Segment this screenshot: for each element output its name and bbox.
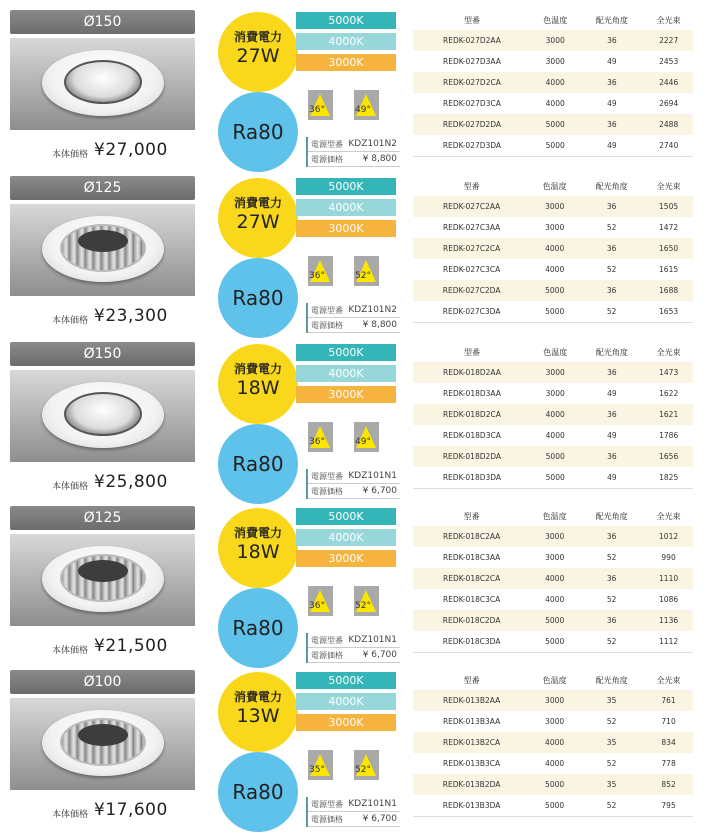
spec-header-cell: 型番 — [413, 10, 531, 30]
spec-cell: REDK-027D3AA — [413, 51, 531, 72]
color-temp-bar: 5000K — [296, 178, 396, 195]
color-temp-bar: 4000K — [296, 529, 396, 546]
ra-badge: Ra80 — [218, 588, 298, 668]
spec-cell: 52 — [579, 589, 644, 610]
table-row — [413, 301, 693, 323]
beam-angle-icon — [308, 256, 333, 286]
color-temp-bar: 3000K — [296, 54, 396, 71]
spec-cell: 1136 — [644, 610, 693, 631]
spec-cell: 1615 — [644, 259, 693, 280]
spec-cell: 49 — [580, 93, 645, 114]
beam-angle-value: 36° — [309, 601, 325, 611]
spec-cell: 3000 — [530, 196, 579, 217]
power-label: 消費電力 — [233, 690, 282, 704]
ra-badge: Ra80 — [218, 92, 298, 172]
beam-angle-icon — [354, 422, 379, 452]
power-value: 13W — [236, 705, 280, 727]
spec-cell: REDK-018C2DA — [413, 610, 530, 631]
color-temp-bar: 5000K — [296, 508, 396, 525]
table-row — [413, 795, 693, 817]
beam-angle-icon — [308, 422, 333, 452]
spec-cell: 778 — [644, 753, 693, 774]
diameter-label: Ø125 — [10, 176, 195, 200]
spec-cell: REDK-027D3DA — [413, 135, 531, 157]
spec-cell: 4000 — [531, 404, 580, 425]
power-label: 消費電力 — [233, 30, 282, 44]
spec-cell: 3000 — [530, 217, 579, 238]
spec-cell: 4000 — [530, 568, 579, 589]
spec-cell: REDK-018D3AA — [413, 383, 531, 404]
spec-cell: 36 — [580, 72, 645, 93]
power-label: 消費電力 — [233, 526, 282, 540]
table-row — [413, 690, 693, 711]
spec-cell: 52 — [579, 259, 644, 280]
beam-angle-icon — [308, 90, 333, 120]
body-price-label: 本体価格 — [52, 646, 89, 656]
spec-cell: 3000 — [531, 362, 580, 383]
power-value: 18W — [236, 377, 280, 399]
spec-cell: 1110 — [644, 568, 693, 589]
spec-cell: 52 — [579, 217, 644, 238]
body-price-label: 本体価格 — [52, 316, 89, 326]
spec-cell: 1688 — [644, 280, 693, 301]
downlight-photo — [10, 698, 195, 790]
ra-badge: Ra80 — [218, 752, 298, 832]
color-temp-bar: 3000K — [296, 550, 396, 567]
spec-cell: 2446 — [644, 72, 693, 93]
spec-cell: 5000 — [531, 446, 580, 467]
beam-angle-icon — [354, 256, 379, 286]
spec-cell: 52 — [579, 753, 644, 774]
spec-cell: 3000 — [530, 711, 579, 732]
spec-cell: 35 — [579, 732, 644, 753]
spec-cell: 1505 — [644, 196, 693, 217]
table-row — [413, 732, 693, 753]
spec-cell: 35 — [579, 690, 644, 711]
psu-model-label: 電源型番 — [311, 635, 343, 645]
spec-cell: 5000 — [530, 280, 579, 301]
psu-price-label: 電源価格 — [311, 486, 343, 496]
psu-model: KDZ101N2 — [348, 305, 397, 315]
product-row — [0, 506, 720, 670]
spec-cell: 2740 — [644, 135, 693, 157]
spec-cell: 49 — [580, 467, 645, 489]
power-value: 27W — [236, 45, 280, 67]
table-row — [413, 631, 693, 653]
ra-badge: Ra80 — [218, 424, 298, 504]
beam-angle-icon — [354, 90, 379, 120]
spec-cell: 36 — [580, 404, 645, 425]
reflector-cone — [60, 718, 146, 766]
spec-header-cell: 全光束 — [644, 342, 693, 362]
table-row — [413, 610, 693, 631]
table-row — [413, 72, 693, 93]
beam-angle-icon — [354, 750, 379, 780]
spec-table — [413, 670, 693, 817]
spec-cell: REDK-018D2AA — [413, 362, 531, 383]
spec-cell: 1472 — [644, 217, 693, 238]
spec-cell: 834 — [644, 732, 693, 753]
table-row — [413, 425, 693, 446]
psu-model: KDZ101N1 — [348, 471, 397, 481]
spec-cell: 3000 — [530, 547, 579, 568]
power-badge — [218, 508, 298, 588]
spec-cell: REDK-018D2DA — [413, 446, 531, 467]
color-temp-bar: 5000K — [296, 672, 396, 689]
spec-table — [413, 176, 693, 323]
color-temp-bar: 4000K — [296, 199, 396, 216]
reflector-cone — [60, 554, 146, 602]
body-price: ¥25,800 — [94, 472, 168, 492]
spec-header-cell: 配光角度 — [580, 10, 645, 30]
spec-cell: REDK-018D2CA — [413, 404, 531, 425]
spec-cell: 990 — [644, 547, 693, 568]
spec-cell: REDK-013B2DA — [413, 774, 530, 795]
spec-cell: REDK-027C2CA — [413, 238, 530, 259]
beam-angle-value: 35° — [309, 765, 325, 775]
beam-angle-value: 49° — [355, 437, 371, 447]
table-row — [413, 753, 693, 774]
table-row — [413, 568, 693, 589]
spec-cell: 4000 — [530, 732, 579, 753]
power-value: 27W — [236, 211, 280, 233]
psu-price-label: 電源価格 — [311, 320, 343, 330]
psu-model-label: 電源型番 — [311, 139, 343, 149]
product-row — [0, 176, 720, 340]
spec-header-cell: 色温度 — [530, 670, 579, 690]
spec-cell: 4000 — [531, 93, 580, 114]
spec-cell: REDK-013B2AA — [413, 690, 530, 711]
psu-model-label: 電源型番 — [311, 799, 343, 809]
reflector-flat — [64, 392, 142, 436]
table-row — [413, 404, 693, 425]
spec-cell: 2488 — [644, 114, 693, 135]
psu-info — [306, 633, 400, 663]
spec-header-cell: 配光角度 — [579, 506, 644, 526]
spec-cell: 710 — [644, 711, 693, 732]
psu-info — [306, 469, 400, 499]
spec-cell: 852 — [644, 774, 693, 795]
spec-cell: 52 — [579, 631, 644, 653]
beam-angle-value: 52° — [355, 601, 371, 611]
spec-header-cell: 配光角度 — [580, 342, 645, 362]
spec-header-cell: 全光束 — [644, 176, 693, 196]
downlight-photo — [10, 370, 195, 462]
spec-table — [413, 342, 693, 489]
spec-cell: REDK-027D2CA — [413, 72, 531, 93]
psu-price-label: 電源価格 — [311, 650, 343, 660]
table-row — [413, 774, 693, 795]
spec-cell: 3000 — [530, 690, 579, 711]
spec-header-cell: 型番 — [413, 670, 530, 690]
spec-cell: 52 — [579, 711, 644, 732]
product-row — [0, 10, 720, 174]
spec-cell: REDK-013B3DA — [413, 795, 530, 817]
spec-header-cell: 色温度 — [530, 506, 579, 526]
diameter-label: Ø150 — [10, 10, 195, 34]
spec-cell: 4000 — [530, 589, 579, 610]
spec-cell: REDK-027C2AA — [413, 196, 530, 217]
spec-cell: 5000 — [531, 114, 580, 135]
psu-model: KDZ101N2 — [348, 139, 397, 149]
color-temp-bar: 4000K — [296, 33, 396, 50]
psu-info — [306, 303, 400, 333]
body-price: ¥17,600 — [94, 800, 168, 820]
table-row — [413, 93, 693, 114]
spec-table — [413, 10, 693, 157]
spec-cell: 1656 — [644, 446, 693, 467]
psu-price: ¥ 8,800 — [362, 320, 397, 330]
downlight-photo — [10, 534, 195, 626]
color-temp-bar: 3000K — [296, 220, 396, 237]
spec-cell: 5000 — [530, 795, 579, 817]
psu-model: KDZ101N1 — [348, 635, 397, 645]
spec-cell: 5000 — [530, 774, 579, 795]
spec-cell: 35 — [579, 774, 644, 795]
spec-cell: REDK-013B3CA — [413, 753, 530, 774]
spec-cell: 49 — [580, 425, 645, 446]
spec-cell: 49 — [580, 51, 645, 72]
spec-cell: 36 — [579, 280, 644, 301]
psu-model-label: 電源型番 — [311, 471, 343, 481]
table-row — [413, 51, 693, 72]
product-row — [0, 342, 720, 506]
power-badge — [218, 178, 298, 258]
table-row — [413, 259, 693, 280]
power-label: 消費電力 — [233, 362, 282, 376]
spec-cell: 1086 — [644, 589, 693, 610]
diameter-label: Ø150 — [10, 342, 195, 366]
beam-angle-value: 36° — [309, 437, 325, 447]
power-label: 消費電力 — [233, 196, 282, 210]
power-badge — [218, 672, 298, 752]
spec-cell: 5000 — [530, 301, 579, 323]
body-price-label: 本体価格 — [52, 482, 89, 492]
spec-cell: 52 — [579, 795, 644, 817]
beam-angle-icon — [308, 750, 333, 780]
spec-cell: 2227 — [644, 30, 693, 51]
spec-cell: REDK-027C3DA — [413, 301, 530, 323]
spec-cell: 1012 — [644, 526, 693, 547]
beam-angle-value: 52° — [355, 765, 371, 775]
diameter-label: Ø125 — [10, 506, 195, 530]
spec-header-cell: 全光束 — [644, 670, 693, 690]
psu-info — [306, 797, 400, 827]
spec-cell: 3000 — [530, 526, 579, 547]
psu-price: ¥ 6,700 — [362, 650, 397, 660]
table-row — [413, 238, 693, 259]
psu-price-label: 電源価格 — [311, 814, 343, 824]
spec-cell: 36 — [580, 114, 645, 135]
product-row — [0, 670, 720, 834]
spec-cell: 36 — [579, 238, 644, 259]
spec-cell: 5000 — [531, 467, 580, 489]
table-row — [413, 467, 693, 489]
spec-header-cell: 型番 — [413, 342, 531, 362]
spec-cell: 4000 — [531, 425, 580, 446]
spec-header-cell: 型番 — [413, 506, 530, 526]
beam-angle-icon — [308, 586, 333, 616]
spec-cell: REDK-013B3AA — [413, 711, 530, 732]
spec-cell: REDK-018C3CA — [413, 589, 530, 610]
spec-header-cell: 色温度 — [531, 10, 580, 30]
spec-cell: 3000 — [531, 30, 580, 51]
spec-cell: 2453 — [644, 51, 693, 72]
color-temp-bar: 3000K — [296, 386, 396, 403]
body-price: ¥21,500 — [94, 636, 168, 656]
reflector-cone — [60, 224, 146, 272]
color-temp-bar: 5000K — [296, 12, 396, 29]
psu-price: ¥ 8,800 — [362, 154, 397, 164]
spec-cell: 4000 — [530, 238, 579, 259]
spec-cell: 5000 — [531, 135, 580, 157]
spec-cell: 1473 — [644, 362, 693, 383]
body-price-label: 本体価格 — [52, 150, 89, 160]
table-row — [413, 114, 693, 135]
spec-header-cell: 色温度 — [530, 176, 579, 196]
table-row — [413, 280, 693, 301]
table-row — [413, 526, 693, 547]
spec-cell: REDK-013B2CA — [413, 732, 530, 753]
spec-cell: 1650 — [644, 238, 693, 259]
spec-cell: REDK-027C3AA — [413, 217, 530, 238]
spec-cell: REDK-027D3CA — [413, 93, 531, 114]
spec-cell: 1621 — [644, 404, 693, 425]
spec-header-cell: 全光束 — [644, 506, 693, 526]
beam-angle-value: 36° — [309, 105, 325, 115]
downlight-photo — [10, 204, 195, 296]
spec-cell: 5000 — [530, 631, 579, 653]
spec-cell: REDK-018C2AA — [413, 526, 530, 547]
spec-cell: 4000 — [530, 259, 579, 280]
spec-header-cell: 配光角度 — [579, 176, 644, 196]
spec-cell: 3000 — [531, 51, 580, 72]
downlight-photo — [10, 38, 195, 130]
table-row — [413, 446, 693, 467]
table-row — [413, 711, 693, 732]
color-temp-bar: 3000K — [296, 714, 396, 731]
power-badge — [218, 12, 298, 92]
spec-table — [413, 506, 693, 653]
spec-header-cell: 色温度 — [531, 342, 580, 362]
color-temp-bar: 5000K — [296, 344, 396, 361]
table-row — [413, 547, 693, 568]
color-temp-bar: 4000K — [296, 365, 396, 382]
color-temp-bar: 4000K — [296, 693, 396, 710]
psu-model-label: 電源型番 — [311, 305, 343, 315]
spec-cell: 36 — [580, 362, 645, 383]
power-badge — [218, 344, 298, 424]
body-price: ¥27,000 — [94, 140, 168, 160]
spec-cell: 1653 — [644, 301, 693, 323]
spec-cell: REDK-018D3DA — [413, 467, 531, 489]
spec-cell: 36 — [580, 446, 645, 467]
spec-cell: REDK-018C3DA — [413, 631, 530, 653]
spec-cell: REDK-027D2AA — [413, 30, 531, 51]
table-row — [413, 362, 693, 383]
spec-cell: 52 — [579, 547, 644, 568]
spec-cell: REDK-018C2CA — [413, 568, 530, 589]
spec-cell: 1112 — [644, 631, 693, 653]
beam-angle-value: 36° — [309, 271, 325, 281]
spec-cell: REDK-018C3AA — [413, 547, 530, 568]
spec-header-cell: 全光束 — [644, 10, 693, 30]
spec-cell: 1825 — [644, 467, 693, 489]
table-row — [413, 383, 693, 404]
psu-price: ¥ 6,700 — [362, 486, 397, 496]
psu-model: KDZ101N1 — [348, 799, 397, 809]
spec-cell: 2694 — [644, 93, 693, 114]
spec-cell: 36 — [579, 196, 644, 217]
spec-cell: 4000 — [530, 753, 579, 774]
psu-price: ¥ 6,700 — [362, 814, 397, 824]
spec-cell: REDK-027C3CA — [413, 259, 530, 280]
spec-cell: 36 — [579, 568, 644, 589]
beam-angle-icon — [354, 586, 379, 616]
spec-cell: 4000 — [531, 72, 580, 93]
spec-cell: 36 — [580, 30, 645, 51]
psu-price-label: 電源価格 — [311, 154, 343, 164]
beam-angle-value: 52° — [355, 271, 371, 281]
spec-cell: 49 — [580, 383, 645, 404]
spec-header-cell: 型番 — [413, 176, 530, 196]
spec-cell: 52 — [579, 301, 644, 323]
spec-cell: 795 — [644, 795, 693, 817]
spec-cell: 3000 — [531, 383, 580, 404]
spec-cell: REDK-027D2DA — [413, 114, 531, 135]
spec-cell: 36 — [579, 526, 644, 547]
psu-info — [306, 137, 400, 167]
spec-cell: REDK-027C2DA — [413, 280, 530, 301]
body-price: ¥23,300 — [94, 306, 168, 326]
spec-header-cell: 配光角度 — [579, 670, 644, 690]
table-row — [413, 217, 693, 238]
spec-cell: 36 — [579, 610, 644, 631]
table-row — [413, 589, 693, 610]
spec-cell: 5000 — [530, 610, 579, 631]
spec-cell: 1786 — [644, 425, 693, 446]
table-row — [413, 135, 693, 157]
spec-cell: 49 — [580, 135, 645, 157]
table-row — [413, 196, 693, 217]
power-value: 18W — [236, 541, 280, 563]
beam-angle-value: 49° — [355, 105, 371, 115]
ra-badge: Ra80 — [218, 258, 298, 338]
table-row — [413, 30, 693, 51]
body-price-label: 本体価格 — [52, 810, 89, 820]
reflector-flat — [64, 60, 142, 104]
spec-cell: REDK-018D3CA — [413, 425, 531, 446]
spec-cell: 761 — [644, 690, 693, 711]
spec-cell: 1622 — [644, 383, 693, 404]
diameter-label: Ø100 — [10, 670, 195, 694]
